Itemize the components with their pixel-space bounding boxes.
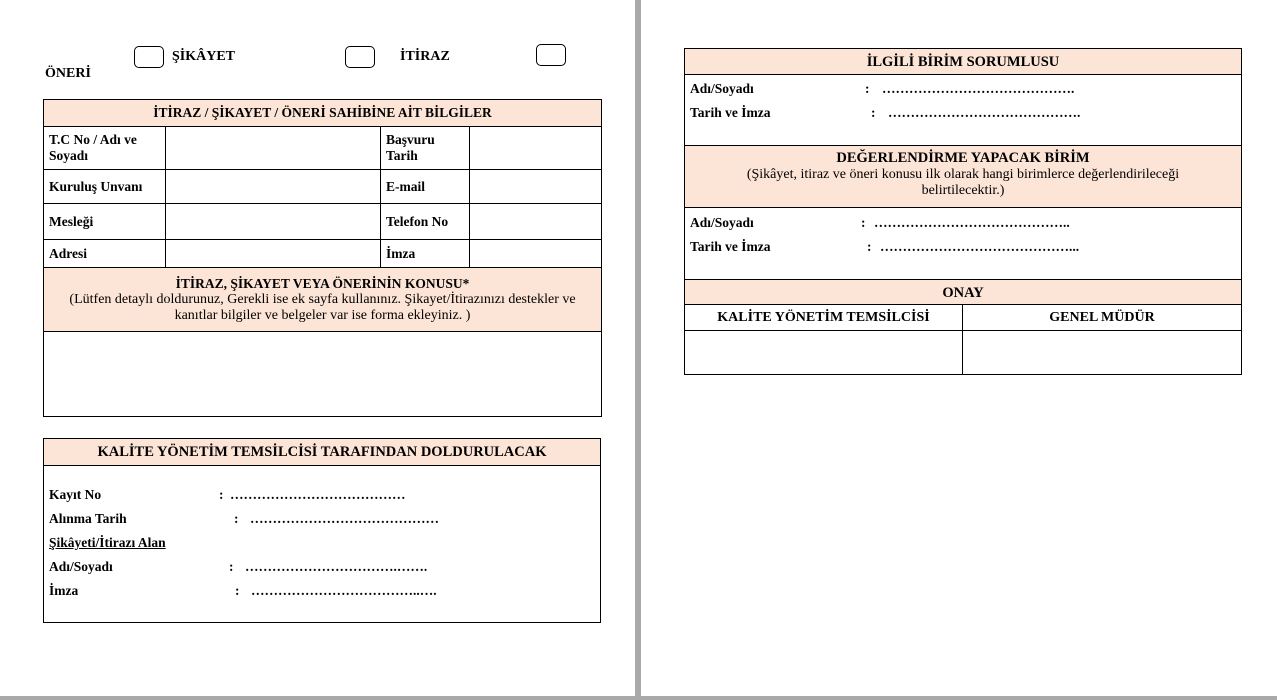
responsible-section-title: İLGİLİ BİRİM SORUMLUSU <box>685 49 1241 75</box>
tc-no-field[interactable] <box>166 127 381 170</box>
email-label: E-mail <box>381 170 470 204</box>
page-right <box>641 0 1277 696</box>
responsible-adi-soyadi-dots[interactable]: ……………………………………. <box>882 81 1075 96</box>
kayit-no-label: Kayıt No <box>49 487 102 502</box>
meslegi-field[interactable] <box>166 204 381 240</box>
evaluation-tarih-imza-dots[interactable]: ……………………………………... <box>880 239 1080 254</box>
basvuru-tarih-label: Başvuru Tarih <box>381 127 470 170</box>
alan-adi-soyadi-dots[interactable]: …………………………….……. <box>245 559 428 574</box>
kurulus-unvani-field[interactable] <box>166 170 381 204</box>
evaluation-tarih-imza-colon: : <box>867 239 872 254</box>
alan-heading: Şikâyeti/İtirazı Alan <box>49 535 166 550</box>
sikayet-label: ŞİKÂYET <box>172 49 236 64</box>
alan-imza-colon: : <box>235 583 240 598</box>
responsible-adi-soyadi-label: Adı/Soyadı <box>690 81 754 96</box>
responsible-tarih-imza-dots[interactable]: ……………………………………. <box>888 105 1081 120</box>
subject-section-header <box>44 268 602 332</box>
responsible-tarih-imza-label: Tarih ve İmza <box>690 105 771 120</box>
responsible-adi-soyadi-colon: : <box>865 81 870 96</box>
right-form-box <box>684 48 1242 375</box>
evaluation-adi-soyadi-colon: : <box>861 215 866 230</box>
alinma-tarih-label: Alınma Tarih <box>49 511 127 526</box>
approval-col-genel: GENEL MÜDÜR <box>963 305 1241 331</box>
approval-section-title: ONAY <box>685 279 1241 305</box>
email-field[interactable] <box>470 170 602 204</box>
oneri-checkbox[interactable] <box>536 44 566 66</box>
oneri-label: ÖNERİ <box>45 66 91 81</box>
itiraz-checkbox[interactable] <box>345 46 375 68</box>
kayit-no-dots[interactable]: ………………………………… <box>230 487 406 502</box>
owner-info-table <box>43 99 601 417</box>
approval-kalite-signature[interactable] <box>685 331 963 374</box>
imza-field[interactable] <box>470 240 602 268</box>
approval-genel-signature[interactable] <box>963 331 1241 374</box>
basvuru-tarih-field[interactable] <box>470 127 602 170</box>
alan-imza-label: İmza <box>49 583 79 598</box>
owner-section-title: İTİRAZ / ŞİKAYET / ÖNERİ SAHİBİNE AİT BİLGİLER <box>44 100 602 127</box>
evaluation-section-title: DEĞERLENDİRME YAPACAK BİRİM <box>836 150 1090 166</box>
evaluation-section-note: (Şikâyet, itiraz ve öneri konusu ilk olarak hangi birimlerce değerlendirileceği belirtilecektir.) <box>746 167 1180 198</box>
telefon-label: Telefon No <box>381 204 470 240</box>
adresi-field[interactable] <box>166 240 381 268</box>
tc-no-label: T.C No / Adı ve Soyadı <box>44 127 166 170</box>
alan-imza-dots[interactable]: ………………………………..…. <box>251 583 437 598</box>
sikayet-checkbox[interactable] <box>134 46 164 68</box>
subject-section-title: İTİRAZ, ŞİKAYET VEYA ÖNERİNİN KONUSU* <box>175 275 470 291</box>
evaluation-section-header <box>685 145 1241 208</box>
telefon-field[interactable] <box>470 204 602 240</box>
responsible-tarih-imza-colon: : <box>871 105 876 120</box>
alinma-tarih-colon: : <box>234 511 239 526</box>
evaluation-adi-soyadi-label: Adı/Soyadı <box>690 215 754 230</box>
kayit-no-colon: : <box>219 487 224 502</box>
evaluation-adi-soyadi-dots[interactable]: …………………………………….. <box>874 215 1070 230</box>
alan-adi-soyadi-label: Adı/Soyadı <box>49 559 113 574</box>
page-left <box>0 0 635 696</box>
alinma-tarih-dots[interactable]: …………………………………… <box>250 511 439 526</box>
itiraz-label: İTİRAZ <box>400 49 450 64</box>
imza-label: İmza <box>381 240 470 268</box>
adresi-label: Adresi <box>44 240 166 268</box>
subject-field[interactable] <box>44 332 602 417</box>
subject-section-note: (Lütfen detaylı doldurunuz, Gerekli ise ek sayfa kullanınız. Şikayet/İtirazınızı destekler ve kanıtlar bilgiler ve belgeler var ise forma ekleyiniz. ) <box>69 291 576 323</box>
approval-col-kalite: KALİTE YÖNETİM TEMSİLCİSİ <box>685 305 963 331</box>
alan-adi-soyadi-colon: : <box>229 559 234 574</box>
kurulus-unvani-label: Kuruluş Unvanı <box>44 170 166 204</box>
evaluation-tarih-imza-label: Tarih ve İmza <box>690 239 771 254</box>
meslegi-label: Mesleği <box>44 204 166 240</box>
quality-rep-box <box>43 438 601 623</box>
quality-section-title: KALİTE YÖNETİM TEMSİLCİSİ TARAFINDAN DOLDURULACAK <box>44 439 600 466</box>
